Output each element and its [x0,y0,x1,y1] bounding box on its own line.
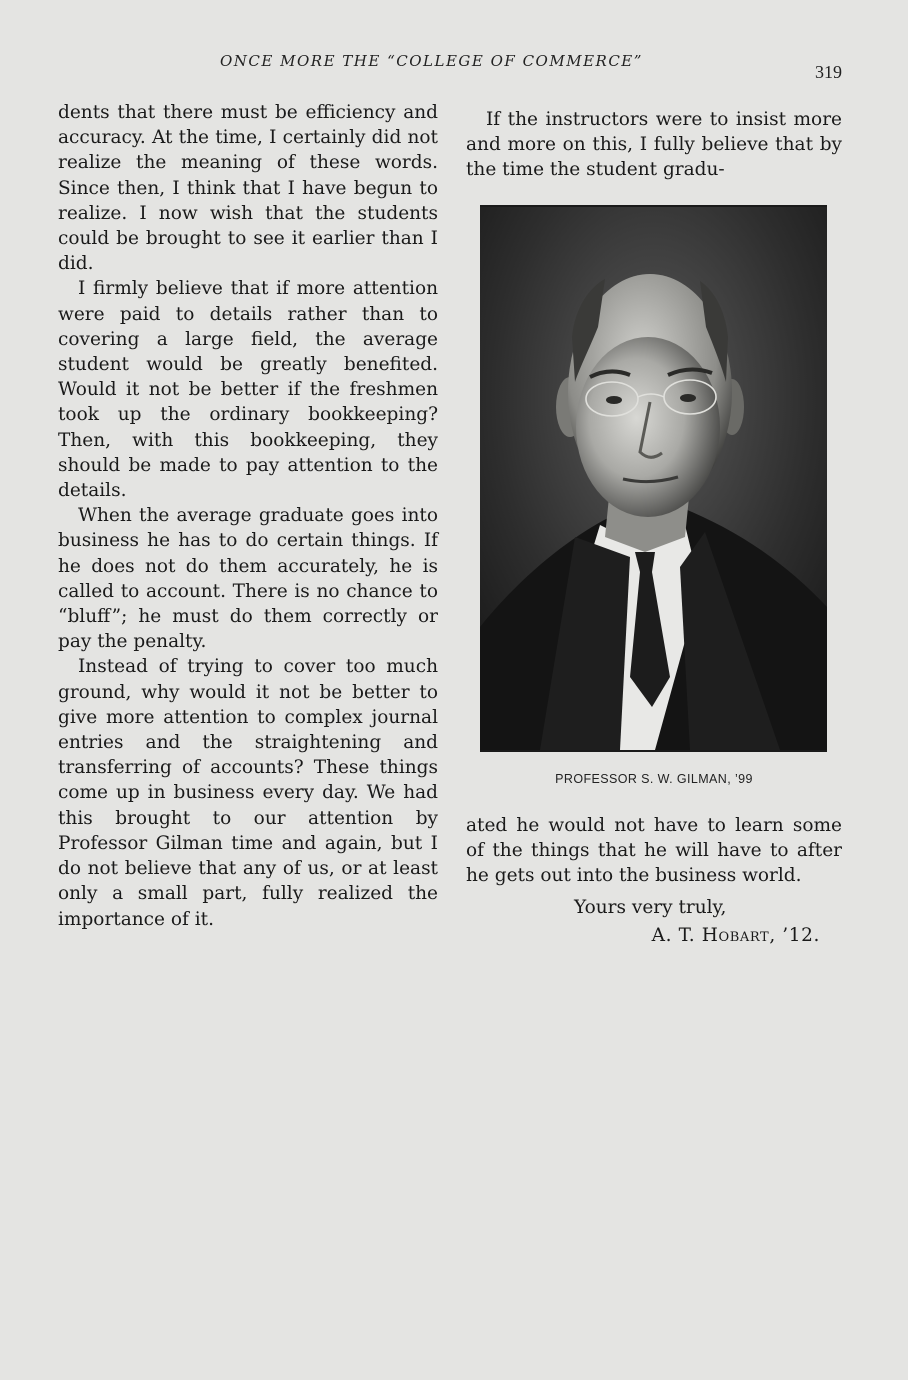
paragraph-right-top: If the instructors were to insist more and more on this, I fully believe that by the time the student gradu- [466,109,842,181]
right-column-bottom [466,813,842,889]
paragraph-3: When the average graduate goes into business he has to do certain things. If he does not do them accurately, he is called to account. There is no chance to “bluff”; he must do them correctly or pay the penalty. [58,505,438,653]
portrait-illustration [480,207,827,750]
page-number: 319 [815,62,842,82]
paragraph-2: I firmly believe that if more attention were paid to details rather than to covering a large field, the average student would be greatly benefited. Would it not be better if the freshmen took up the ordinary bookkeeping? Then, with this bookkeeping, they should be made to pay attention to the details. [58,278,438,502]
right-column-top [466,107,842,183]
letter-signature: A. T. Hobart, ’12. [651,925,820,946]
portrait-photo [480,205,827,752]
letter-closing: Yours very truly, [574,897,727,918]
left-column [58,100,438,932]
paragraph-1: dents that there must be efficiency and accuracy. At the time, I certainly did not realize the meaning of these words. Since then, I think that I have begun to realize. I now wish that the students could be brought to see it earlier than I did. [58,102,438,275]
photo-caption: PROFESSOR S. W. GILMAN, ’99 [555,772,753,786]
paragraph-4: Instead of trying to cover too much ground, why would it not be better to give more attention to complex journal entries and the straightening and transferring of accounts? These things come up in business every day. We had this brought to our attention by Professor Gilman time and again, but I do not believe that any of us, or at least only a small part, fully realized the importance of it. [58,656,438,930]
running-title: ONCE MORE THE “COLLEGE OF COMMERCE” [220,52,643,70]
paragraph-right-bottom: ated he would not have to learn some of the things that he will have to after he gets out into the business world. [466,815,842,887]
